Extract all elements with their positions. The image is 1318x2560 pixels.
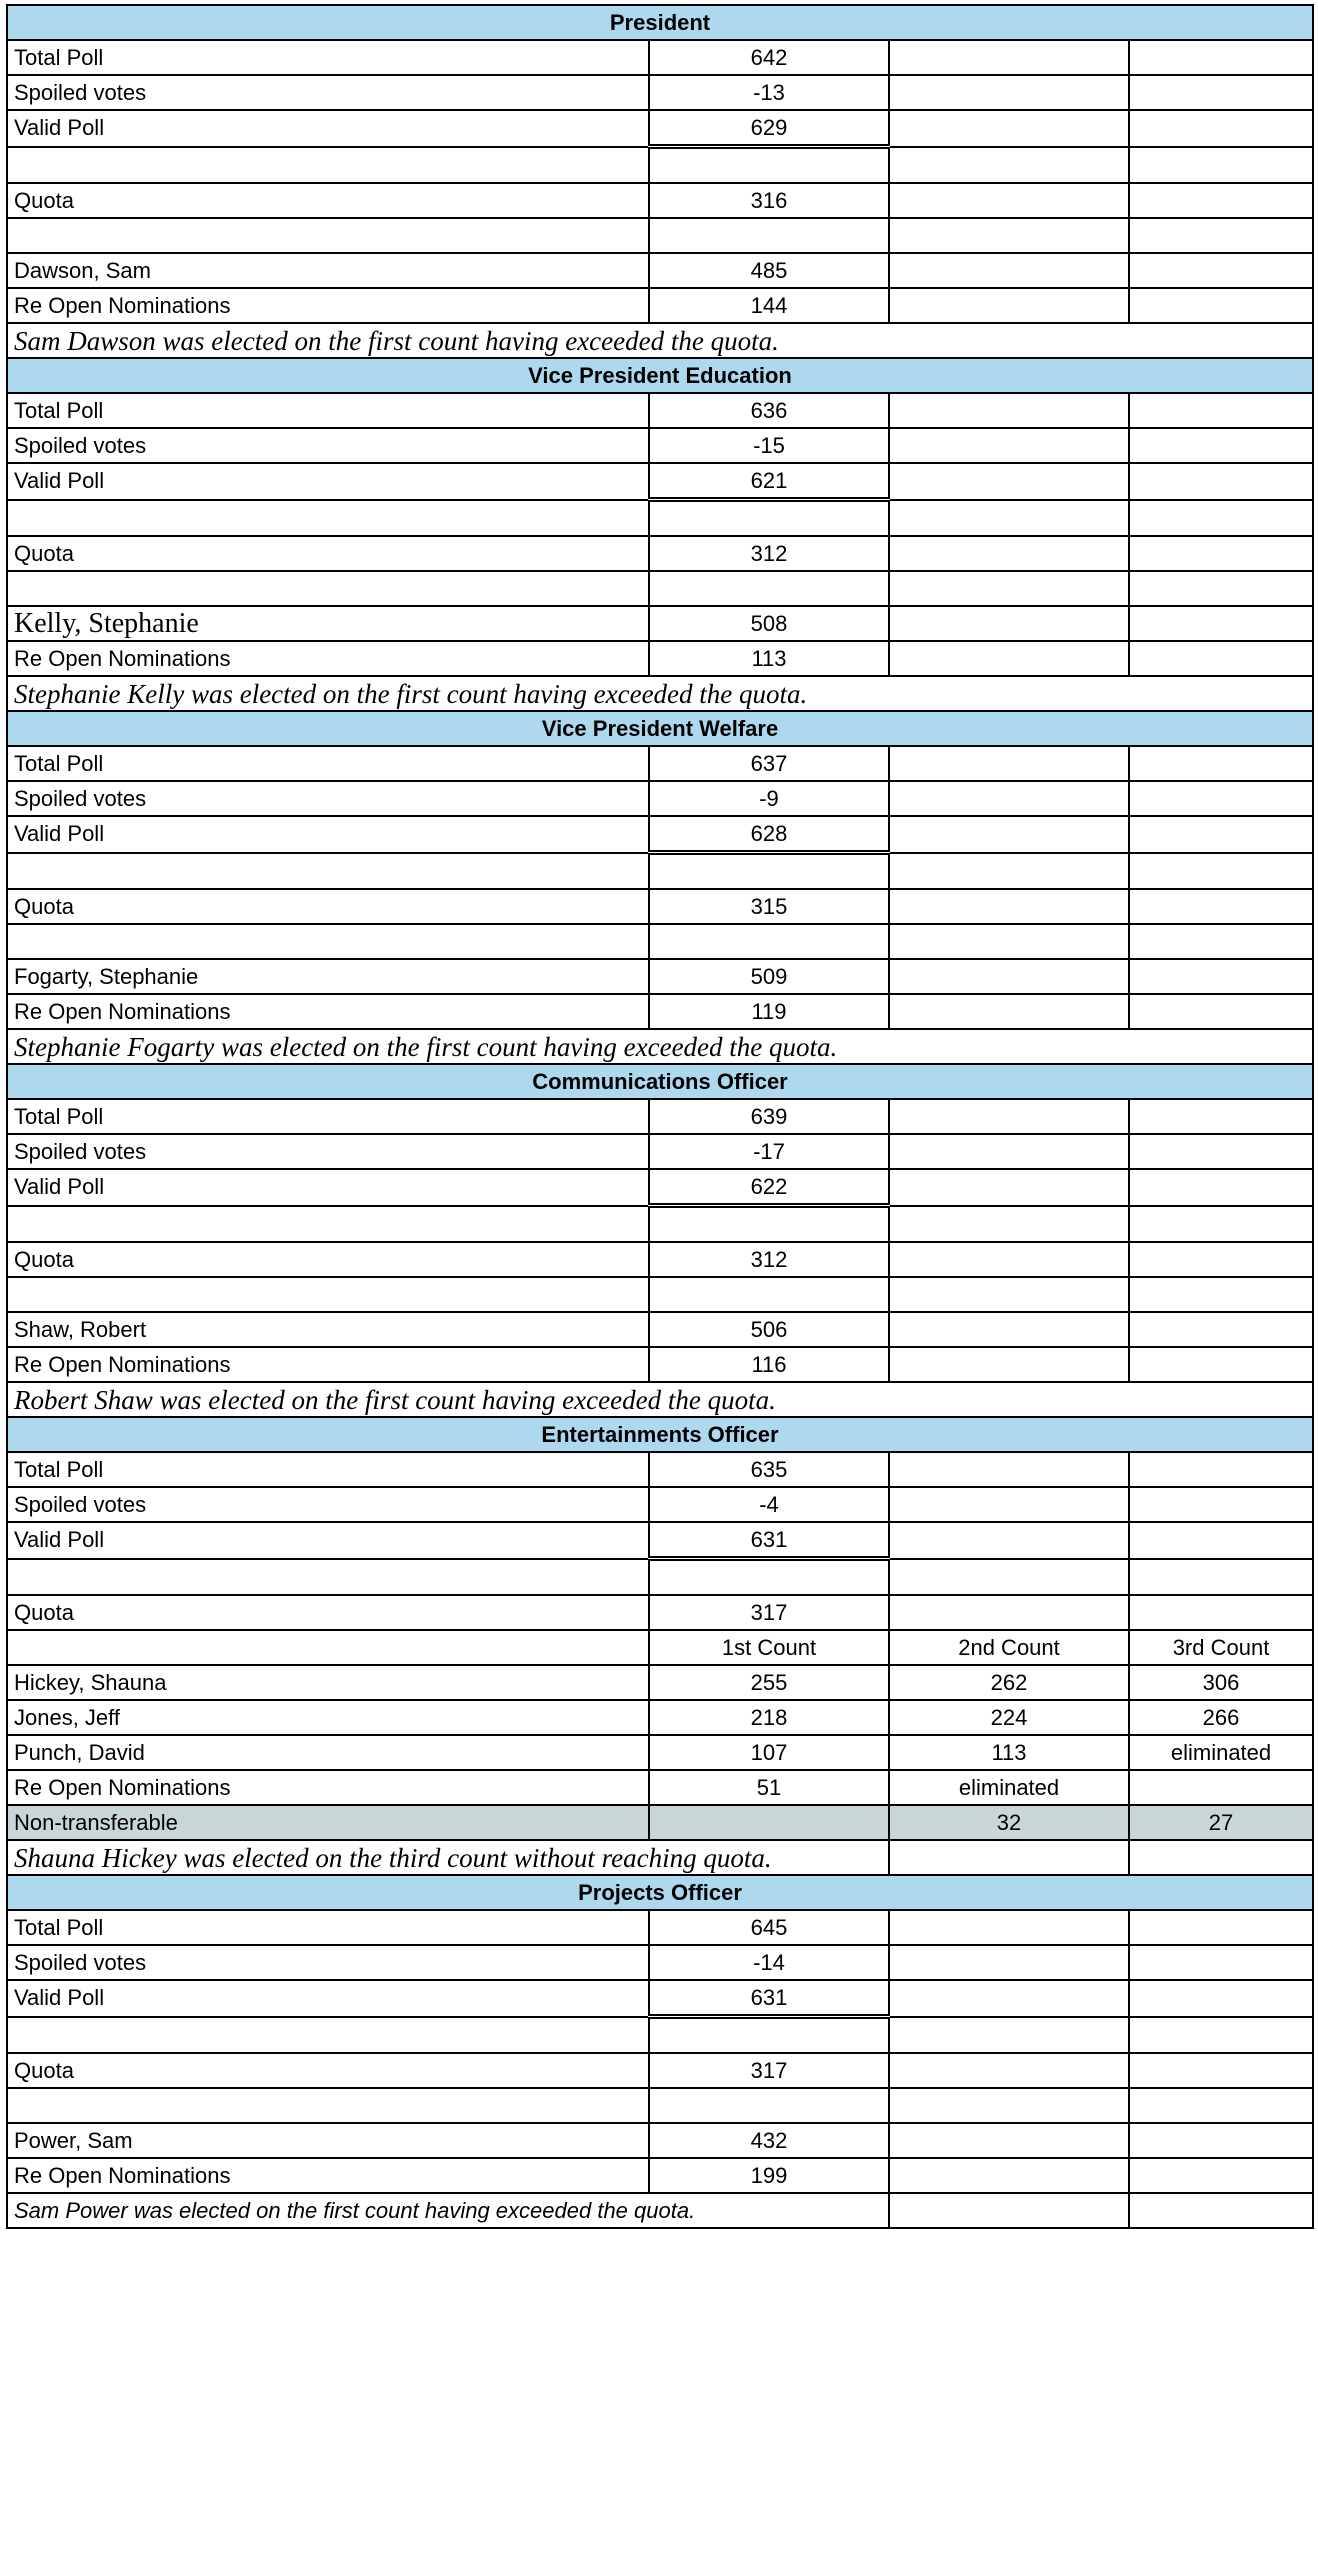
spacer-row: [7, 924, 1313, 959]
candidate-name: Shaw, Robert: [7, 1312, 649, 1347]
candidate-row: [7, 2123, 1313, 2158]
empty-cell: [889, 1277, 1129, 1312]
spoiled-votes-label: Spoiled votes: [7, 428, 649, 463]
count-2-votes: eliminated: [889, 1770, 1129, 1805]
valid-poll-row: [7, 110, 1313, 147]
reopen-label: Re Open Nominations: [7, 288, 649, 323]
total-poll-label: Total Poll: [7, 1910, 649, 1945]
spoiled-votes-value: -9: [649, 781, 889, 816]
empty-cell: [889, 1134, 1129, 1169]
section-title: Projects Officer: [7, 1875, 1313, 1910]
section-title: Entertainments Officer: [7, 1417, 1313, 1452]
valid-poll-row: [7, 816, 1313, 853]
empty-cell: [889, 959, 1129, 994]
empty-cell: [889, 393, 1129, 428]
empty-cell: [889, 1980, 1129, 2017]
empty-cell: [889, 2088, 1129, 2123]
valid-poll-value: 622: [649, 1169, 889, 1206]
empty-cell: [889, 1840, 1129, 1875]
candidate-row: [7, 1665, 1313, 1700]
candidate-name: Fogarty, Stephanie: [7, 959, 649, 994]
count-1-votes: 218: [649, 1700, 889, 1735]
spacer-row: [7, 571, 1313, 606]
candidate-votes: 432: [649, 2123, 889, 2158]
section-title: President: [7, 5, 1313, 40]
empty-cell: [1129, 1522, 1313, 1559]
empty-cell: [1129, 746, 1313, 781]
empty-cell: [7, 500, 649, 537]
election-results-table: [6, 4, 1314, 2229]
result-note-row: [7, 1382, 1313, 1417]
empty-cell: [1129, 2017, 1313, 2054]
spoiled-votes-row: [7, 75, 1313, 110]
reopen-label: Re Open Nominations: [7, 1347, 649, 1382]
empty-cell: [7, 1559, 649, 1596]
spoiled-votes-row: [7, 1134, 1313, 1169]
empty-cell: [889, 889, 1129, 924]
quota-row: [7, 183, 1313, 218]
total-poll-row: [7, 1910, 1313, 1945]
total-poll-row: [7, 393, 1313, 428]
reopen-votes: 144: [649, 288, 889, 323]
total-poll-value: 645: [649, 1910, 889, 1945]
empty-cell: [1129, 959, 1313, 994]
quota-label: Quota: [7, 1595, 649, 1630]
count-3-votes: 266: [1129, 1700, 1313, 1735]
reopen-row: [7, 994, 1313, 1029]
candidate-row: [7, 1700, 1313, 1735]
spoiled-votes-value: -17: [649, 1134, 889, 1169]
empty-cell: [1129, 2123, 1313, 2158]
total-poll-row: [7, 746, 1313, 781]
empty-cell: [1129, 781, 1313, 816]
spacer-row: [7, 1277, 1313, 1312]
empty-cell: [889, 463, 1129, 500]
empty-cell: [889, 924, 1129, 959]
count-1-votes: [649, 1805, 889, 1840]
reopen-row: [7, 641, 1313, 676]
empty-cell: [1129, 1945, 1313, 1980]
candidate-row: [7, 1312, 1313, 1347]
empty-cell: [649, 500, 889, 537]
empty-cell: [889, 1312, 1129, 1347]
section-header-communications: [7, 1064, 1313, 1099]
valid-poll-label: Valid Poll: [7, 1522, 649, 1559]
quota-label: Quota: [7, 536, 649, 571]
result-note: Sam Dawson was elected on the first count having exceeded the quota.: [7, 323, 1313, 358]
total-poll-value: 642: [649, 40, 889, 75]
empty-cell: [889, 641, 1129, 676]
section-header-vp-education: [7, 358, 1313, 393]
empty-cell: [889, 816, 1129, 853]
empty-cell: [889, 571, 1129, 606]
empty-cell: [889, 1595, 1129, 1630]
empty-cell: [1129, 428, 1313, 463]
total-poll-value: 637: [649, 746, 889, 781]
spacer-row: [7, 853, 1313, 890]
empty-cell: [889, 147, 1129, 184]
empty-cell: [1129, 1980, 1313, 2017]
spoiled-votes-label: Spoiled votes: [7, 1945, 649, 1980]
empty-cell: [889, 75, 1129, 110]
candidate-name: Kelly, Stephanie: [7, 606, 649, 641]
spoiled-votes-row: [7, 428, 1313, 463]
quota-row: [7, 536, 1313, 571]
count-header-row: [7, 1630, 1313, 1665]
total-poll-label: Total Poll: [7, 1452, 649, 1487]
count-1-votes: 107: [649, 1735, 889, 1770]
candidate-name: Dawson, Sam: [7, 253, 649, 288]
empty-cell: [889, 500, 1129, 537]
quota-value: 317: [649, 1595, 889, 1630]
empty-cell: [1129, 463, 1313, 500]
empty-cell: [1129, 1099, 1313, 1134]
empty-cell: [649, 1559, 889, 1596]
count-2-votes: 113: [889, 1735, 1129, 1770]
empty-cell: [889, 110, 1129, 147]
result-note: Stephanie Kelly was elected on the first count having exceeded the quota.: [7, 676, 1313, 711]
valid-poll-value: 628: [649, 816, 889, 853]
count-header-1: 1st Count: [649, 1630, 889, 1665]
non-transferable-label: Non-transferable: [7, 1805, 649, 1840]
count-2-votes: 32: [889, 1805, 1129, 1840]
spacer-row: [7, 147, 1313, 184]
count-header-3: 3rd Count: [1129, 1630, 1313, 1665]
quota-row: [7, 889, 1313, 924]
empty-cell: [889, 428, 1129, 463]
section-title: Communications Officer: [7, 1064, 1313, 1099]
candidate-name: Hickey, Shauna: [7, 1665, 649, 1700]
empty-cell: [7, 1206, 649, 1243]
count-3-votes: eliminated: [1129, 1735, 1313, 1770]
candidate-row: [7, 606, 1313, 641]
valid-poll-row: [7, 463, 1313, 500]
empty-cell: [1129, 994, 1313, 1029]
result-note-row: [7, 323, 1313, 358]
empty-cell: [889, 2053, 1129, 2088]
empty-cell: [889, 746, 1129, 781]
spoiled-votes-value: -4: [649, 1487, 889, 1522]
spoiled-votes-value: -13: [649, 75, 889, 110]
valid-poll-value: 621: [649, 463, 889, 500]
empty-cell: [889, 1487, 1129, 1522]
empty-cell: [1129, 1169, 1313, 1206]
empty-cell: [889, 1910, 1129, 1945]
quota-value: 312: [649, 536, 889, 571]
empty-cell: [1129, 2088, 1313, 2123]
valid-poll-label: Valid Poll: [7, 110, 649, 147]
empty-cell: [1129, 2158, 1313, 2193]
empty-cell: [1129, 1840, 1313, 1875]
valid-poll-label: Valid Poll: [7, 1169, 649, 1206]
result-note-row: [7, 1029, 1313, 1064]
empty-cell: [1129, 288, 1313, 323]
empty-cell: [649, 1206, 889, 1243]
empty-cell: [889, 853, 1129, 890]
empty-cell: [889, 183, 1129, 218]
quota-row: [7, 1242, 1313, 1277]
count-3-votes: [1129, 1770, 1313, 1805]
reopen-row: [7, 288, 1313, 323]
reopen-label: Re Open Nominations: [7, 994, 649, 1029]
reopen-row: [7, 1347, 1313, 1382]
reopen-votes: 116: [649, 1347, 889, 1382]
empty-cell: [889, 781, 1129, 816]
count-2-votes: 224: [889, 1700, 1129, 1735]
empty-cell: [1129, 2053, 1313, 2088]
empty-cell: [1129, 1206, 1313, 1243]
empty-cell: [1129, 853, 1313, 890]
empty-cell: [7, 218, 649, 253]
empty-cell: [889, 1099, 1129, 1134]
total-poll-label: Total Poll: [7, 746, 649, 781]
reopen-label: Re Open Nominations: [7, 1770, 649, 1805]
valid-poll-label: Valid Poll: [7, 463, 649, 500]
empty-cell: [7, 1630, 649, 1665]
reopen-row: [7, 1770, 1313, 1805]
spoiled-votes-value: -14: [649, 1945, 889, 1980]
empty-cell: [1129, 641, 1313, 676]
candidate-name: Jones, Jeff: [7, 1700, 649, 1735]
result-note: Robert Shaw was elected on the first count having exceeded the quota.: [7, 1382, 1313, 1417]
empty-cell: [889, 40, 1129, 75]
result-note: Shauna Hickey was elected on the third count without reaching quota.: [7, 1840, 889, 1875]
empty-cell: [889, 2158, 1129, 2193]
empty-cell: [889, 1452, 1129, 1487]
empty-cell: [649, 218, 889, 253]
reopen-votes: 113: [649, 641, 889, 676]
empty-cell: [1129, 1134, 1313, 1169]
section-header-projects: [7, 1875, 1313, 1910]
spoiled-votes-row: [7, 1487, 1313, 1522]
empty-cell: [1129, 1452, 1313, 1487]
quota-row: [7, 2053, 1313, 2088]
valid-poll-row: [7, 1522, 1313, 1559]
empty-cell: [1129, 500, 1313, 537]
empty-cell: [1129, 2193, 1313, 2228]
quota-value: 312: [649, 1242, 889, 1277]
empty-cell: [1129, 889, 1313, 924]
empty-cell: [649, 147, 889, 184]
empty-cell: [649, 2088, 889, 2123]
quota-value: 315: [649, 889, 889, 924]
valid-poll-value: 629: [649, 110, 889, 147]
spacer-row: [7, 218, 1313, 253]
result-note: Sam Power was elected on the first count having exceeded the quota.: [7, 2193, 889, 2228]
section-header-vp-welfare: [7, 711, 1313, 746]
spoiled-votes-label: Spoiled votes: [7, 1134, 649, 1169]
valid-poll-row: [7, 1980, 1313, 2017]
empty-cell: [7, 571, 649, 606]
section-header-entertainments: [7, 1417, 1313, 1452]
candidate-row: [7, 1735, 1313, 1770]
count-3-votes: 306: [1129, 1665, 1313, 1700]
empty-cell: [889, 1945, 1129, 1980]
empty-cell: [7, 924, 649, 959]
empty-cell: [1129, 253, 1313, 288]
empty-cell: [649, 1277, 889, 1312]
section-title: Vice President Education: [7, 358, 1313, 393]
valid-poll-row: [7, 1169, 1313, 1206]
candidate-votes: 509: [649, 959, 889, 994]
spacer-row: [7, 500, 1313, 537]
count-2-votes: 262: [889, 1665, 1129, 1700]
empty-cell: [1129, 110, 1313, 147]
empty-cell: [1129, 1910, 1313, 1945]
quota-label: Quota: [7, 1242, 649, 1277]
total-poll-label: Total Poll: [7, 393, 649, 428]
spacer-row: [7, 2088, 1313, 2123]
empty-cell: [1129, 1312, 1313, 1347]
empty-cell: [1129, 571, 1313, 606]
empty-cell: [889, 2017, 1129, 2054]
spacer-row: [7, 2017, 1313, 2054]
empty-cell: [889, 1559, 1129, 1596]
total-poll-row: [7, 1452, 1313, 1487]
empty-cell: [889, 536, 1129, 571]
result-note-row: [7, 2193, 1313, 2228]
total-poll-value: 639: [649, 1099, 889, 1134]
empty-cell: [889, 218, 1129, 253]
empty-cell: [649, 924, 889, 959]
result-note-row: [7, 676, 1313, 711]
spacer-row: [7, 1206, 1313, 1243]
result-note-row: [7, 1840, 1313, 1875]
empty-cell: [889, 606, 1129, 641]
empty-cell: [1129, 147, 1313, 184]
empty-cell: [889, 1169, 1129, 1206]
non-transferable-row: [7, 1805, 1313, 1840]
empty-cell: [889, 1206, 1129, 1243]
section-header-president: [7, 5, 1313, 40]
valid-poll-value: 631: [649, 1980, 889, 2017]
candidate-row: [7, 959, 1313, 994]
count-header-2: 2nd Count: [889, 1630, 1129, 1665]
quota-value: 317: [649, 2053, 889, 2088]
empty-cell: [1129, 1487, 1313, 1522]
empty-cell: [1129, 606, 1313, 641]
empty-cell: [649, 2017, 889, 2054]
candidate-votes: 506: [649, 1312, 889, 1347]
quota-label: Quota: [7, 183, 649, 218]
empty-cell: [889, 1522, 1129, 1559]
count-1-votes: 255: [649, 1665, 889, 1700]
reopen-votes: 119: [649, 994, 889, 1029]
result-note: Stephanie Fogarty was elected on the first count having exceeded the quota.: [7, 1029, 1313, 1064]
empty-cell: [1129, 1277, 1313, 1312]
empty-cell: [1129, 1242, 1313, 1277]
total-poll-row: [7, 40, 1313, 75]
empty-cell: [1129, 924, 1313, 959]
empty-cell: [1129, 816, 1313, 853]
empty-cell: [1129, 1595, 1313, 1630]
valid-poll-label: Valid Poll: [7, 816, 649, 853]
empty-cell: [1129, 75, 1313, 110]
empty-cell: [1129, 183, 1313, 218]
total-poll-value: 635: [649, 1452, 889, 1487]
valid-poll-label: Valid Poll: [7, 1980, 649, 2017]
spoiled-votes-label: Spoiled votes: [7, 1487, 649, 1522]
count-3-votes: 27: [1129, 1805, 1313, 1840]
reopen-votes: 199: [649, 2158, 889, 2193]
candidate-votes: 485: [649, 253, 889, 288]
empty-cell: [889, 2193, 1129, 2228]
quota-label: Quota: [7, 889, 649, 924]
empty-cell: [1129, 1559, 1313, 1596]
reopen-row: [7, 2158, 1313, 2193]
empty-cell: [649, 571, 889, 606]
reopen-label: Re Open Nominations: [7, 641, 649, 676]
empty-cell: [7, 2017, 649, 2054]
empty-cell: [889, 1347, 1129, 1382]
reopen-label: Re Open Nominations: [7, 2158, 649, 2193]
spoiled-votes-label: Spoiled votes: [7, 75, 649, 110]
candidate-votes: 508: [649, 606, 889, 641]
valid-poll-value: 631: [649, 1522, 889, 1559]
section-title: Vice President Welfare: [7, 711, 1313, 746]
empty-cell: [649, 853, 889, 890]
empty-cell: [889, 253, 1129, 288]
empty-cell: [1129, 40, 1313, 75]
count-1-votes: 51: [649, 1770, 889, 1805]
candidate-row: [7, 253, 1313, 288]
total-poll-value: 636: [649, 393, 889, 428]
spoiled-votes-label: Spoiled votes: [7, 781, 649, 816]
empty-cell: [7, 853, 649, 890]
candidate-name: Power, Sam: [7, 2123, 649, 2158]
spoiled-votes-value: -15: [649, 428, 889, 463]
quota-label: Quota: [7, 2053, 649, 2088]
quota-value: 316: [649, 183, 889, 218]
empty-cell: [1129, 1347, 1313, 1382]
empty-cell: [7, 1277, 649, 1312]
spoiled-votes-row: [7, 1945, 1313, 1980]
quota-row: [7, 1595, 1313, 1630]
empty-cell: [7, 147, 649, 184]
total-poll-label: Total Poll: [7, 40, 649, 75]
spoiled-votes-row: [7, 781, 1313, 816]
spacer-row: [7, 1559, 1313, 1596]
empty-cell: [1129, 393, 1313, 428]
empty-cell: [1129, 536, 1313, 571]
empty-cell: [1129, 218, 1313, 253]
total-poll-row: [7, 1099, 1313, 1134]
empty-cell: [7, 2088, 649, 2123]
empty-cell: [889, 288, 1129, 323]
candidate-name: Punch, David: [7, 1735, 649, 1770]
empty-cell: [889, 1242, 1129, 1277]
empty-cell: [889, 2123, 1129, 2158]
total-poll-label: Total Poll: [7, 1099, 649, 1134]
empty-cell: [889, 994, 1129, 1029]
